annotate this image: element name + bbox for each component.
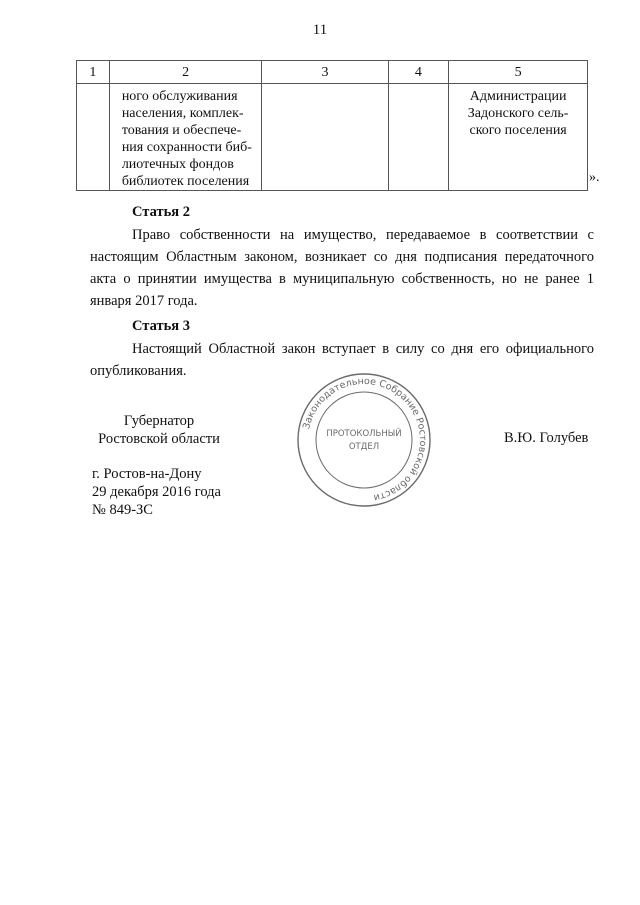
property-table xyxy=(76,60,588,191)
table-header-row xyxy=(77,61,588,84)
closing-quote: ». xyxy=(589,170,600,185)
table-cell-col2 xyxy=(109,84,262,191)
table-header-cell: 3 xyxy=(262,61,388,84)
table-header-cell: 4 xyxy=(388,61,449,84)
article-3-text: Настоящий Областной закон вступает в силу со дня его официального опубликования. xyxy=(90,341,594,379)
institution-purpose-text: ного обслуживания населения, комплек- тования и обеспече- ния сохранности биб- лиотечных фондов библиотек поселения xyxy=(121,89,252,189)
table-cell-col4 xyxy=(388,84,449,191)
article-2-text: Право собственности на имущество, передаваемое в соответствии с настоящим Областным законом, возникает со дня подписания передаточного акта о принятии имущества в муниципальную собственность, но не ранее 1 января 2017 года. xyxy=(90,227,594,309)
meta-date: 29 декабря 2016 года xyxy=(92,484,221,500)
signatory-name: В.Ю. Голубев xyxy=(504,430,589,446)
official-stamp xyxy=(296,372,432,508)
meta-city: г. Ростов-на-Дону xyxy=(92,466,202,482)
stamp-center-line1: ПРОТОКОЛЬНЫЙ xyxy=(326,429,402,439)
article-2-heading: Статья 2 xyxy=(132,204,190,220)
meta-number: № 849-ЗС xyxy=(92,502,153,518)
table-header-cell: 1 xyxy=(77,61,110,84)
article-3-heading: Статья 3 xyxy=(132,318,190,334)
table-cell-col3 xyxy=(262,84,388,191)
page-number: 11 xyxy=(312,22,328,38)
stamp-ring-text: Законодательное Собрание Ростовской области xyxy=(301,375,429,504)
table-header-cell: 2 xyxy=(109,61,262,84)
table-header-cell: 5 xyxy=(449,61,588,84)
stamp-center-line2: ОТДЕЛ xyxy=(348,442,380,452)
table-row xyxy=(77,84,588,191)
table-cell-col1 xyxy=(77,84,110,191)
table-cell-col5 xyxy=(449,84,588,191)
document-meta xyxy=(92,465,221,519)
signatory-title: Губернатор Ростовской области xyxy=(98,413,220,447)
recipient-text: Администрации Задонского сель- ского поселения xyxy=(467,89,569,138)
